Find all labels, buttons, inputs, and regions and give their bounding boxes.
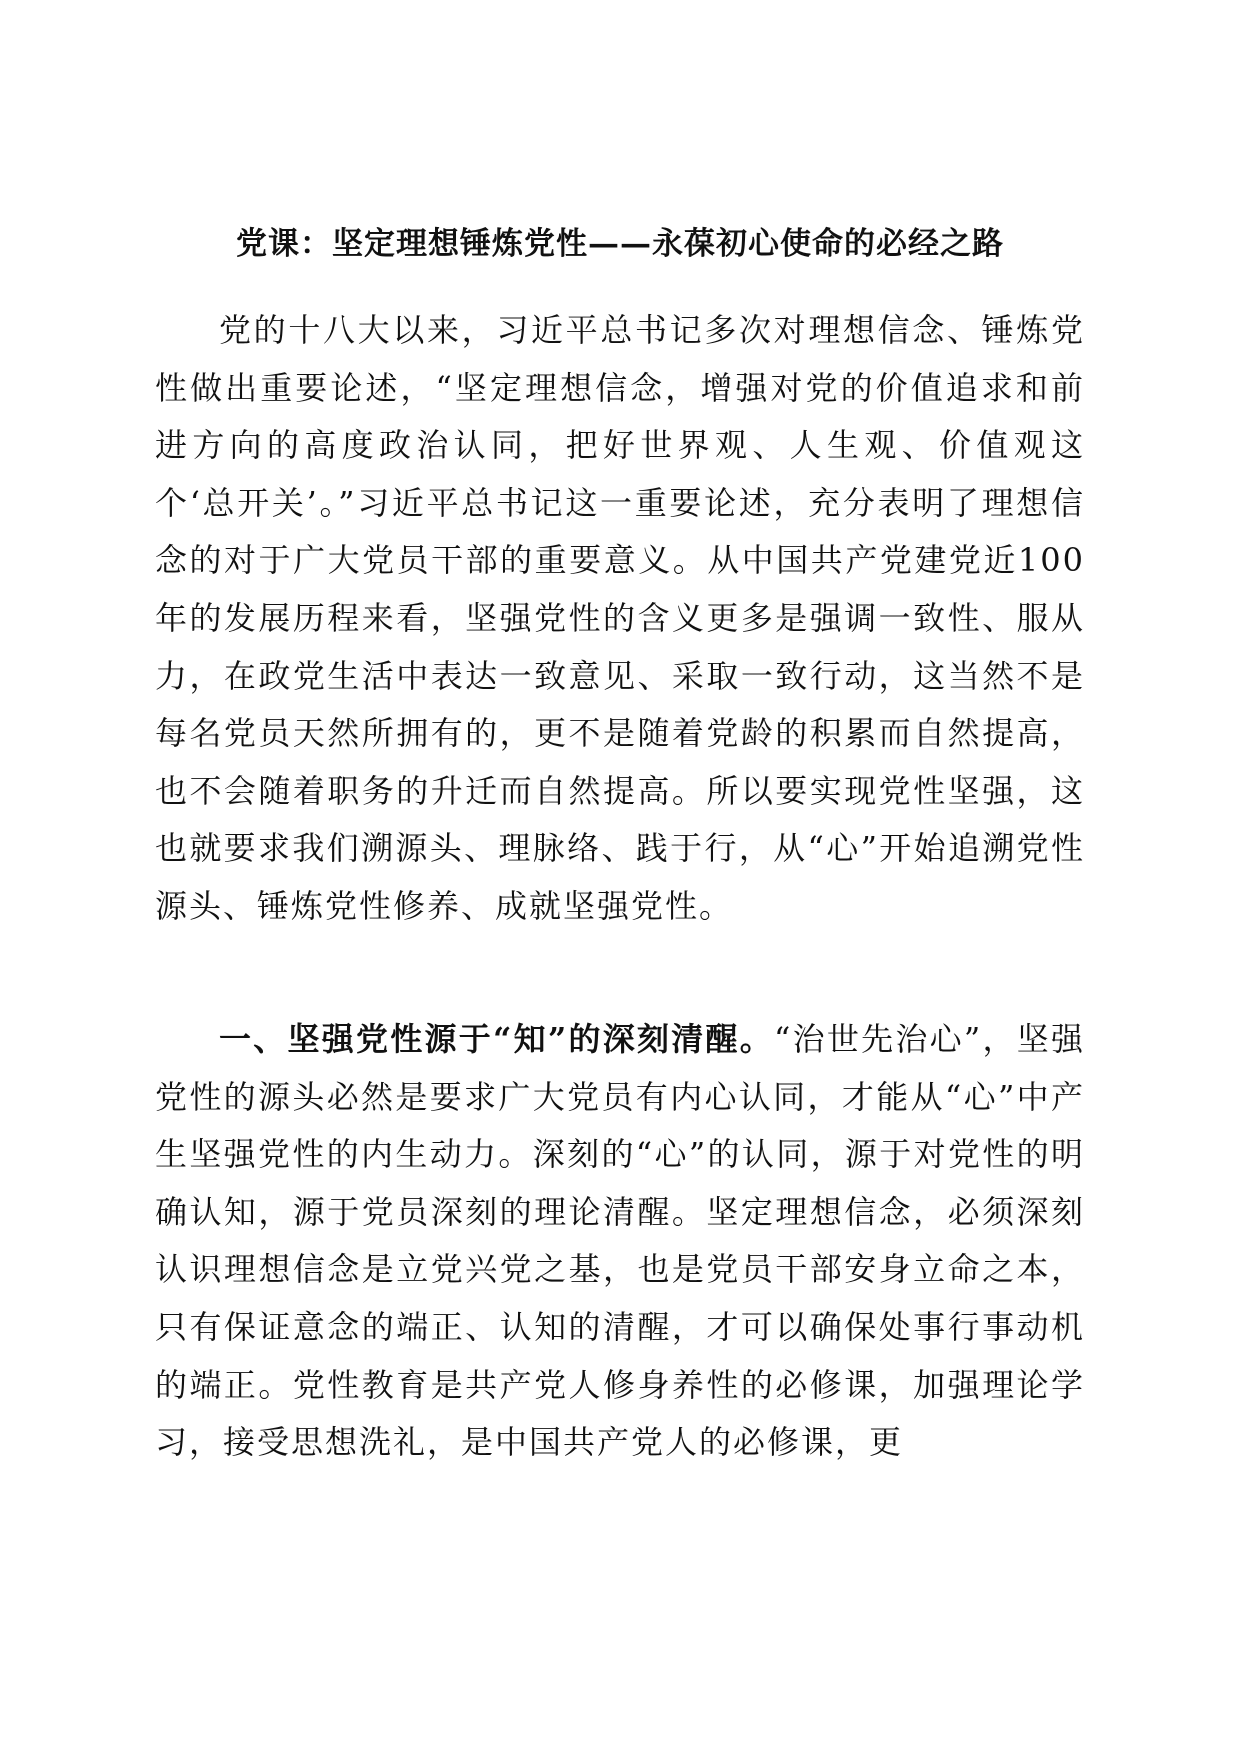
body-paragraph-section-1 xyxy=(155,1011,1085,1472)
body-paragraph-intro: 党的十八大以来，习近平总书记多次对理想信念、锤炼党性做出重要论述，“坚定理想信念，增强对党的价值追求和前进方向的高度政治认同，把好世界观、人生观、价值观这个‘总开关’。”习近平总书记这一重要论述，充分表明了理想信念的对于广大党员干部的重要意义。从中国共产党建党近100年的发展历程来看，坚强党性的含义更多是强调一致性、服从力，在政党生活中表达一致意见、采取一致行动，这当然不是每名党员天然所拥有的，更不是随着党龄的积累而自然提高，也不会随着职务的升迁而自然提高。所以要实现党性坚强，这也就要求我们溯源头、理脉络、践于行，从“心”开始追溯党性源头、锤炼党性修养、成就坚强党性。 xyxy=(155,311,1085,925)
document-title: 党课：坚定理想锤炼党性——永葆初心使命的必经之路 xyxy=(236,226,1004,262)
section-1-text: “治世先治心”，坚强党性的源头必然是要求广大党员有内心认同，才能从“心”中产生坚强党性的内生动力。深刻的“心”的认同，源于对党性的明确认知，源于党员深刻的理论清醒。坚定理想信念，必须深刻认识理想信念是立党兴党之基，也是党员干部安身立命之本，只有保证意念的端正、认知的清醒，才可以确保处事行事动机的端正。党性教育是共产党人修身养性的必修课，加强理论学习，接受思想洗礼，是中国共产党人的必修课，更 xyxy=(155,1020,1085,1462)
section-heading-1: 一、坚强党性源于“知”的深刻清醒。 xyxy=(219,1020,775,1058)
